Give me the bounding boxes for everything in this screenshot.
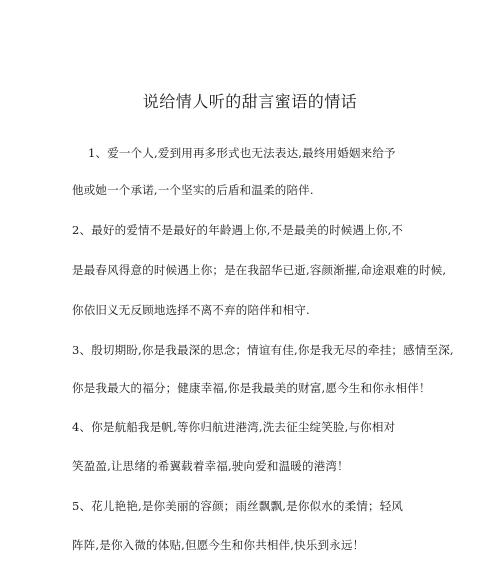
paragraph-line: 1、爱一个人,爱到用再多形式也无法表达,最终用婚姻来给予 bbox=[88, 146, 396, 160]
paragraph-line: 阵阵,是你入微的体贴,但愿今生和你共相伴,快乐到永远！ bbox=[72, 538, 365, 552]
paragraph-line: 2、最好的爱情不是最好的年龄遇上你,不是最美的时候遇上你,不 bbox=[72, 223, 404, 237]
paragraph-line: 3、殷切期盼,你是我最深的思念；情谊有佳,你是我无尽的牵挂；感情至深, bbox=[72, 343, 454, 357]
paragraph-line: 你是我最大的福分；健康幸福,你是我最美的财富,愿今生和你永相伴！ bbox=[72, 381, 431, 395]
paragraph-line: 5、花儿艳艳,是你美丽的容颜；雨丝飘飘,是你似水的柔情；轻风 bbox=[72, 499, 404, 513]
paragraph-line: 笑盈盈,让思绪的希翼载着幸福,驶向爱和温暖的港湾！ bbox=[72, 459, 349, 473]
document-title: 说给情人听的甜言蜜语的情话 bbox=[142, 92, 358, 111]
paragraph-line: 他或她一个承诺,一个坚实的后盾和温柔的陪伴. bbox=[72, 183, 314, 197]
paragraph-line: 4、你是航船我是帆,等你归航进港湾,洗去征尘绽笑脸,与你相对 bbox=[72, 420, 396, 434]
paragraph-line: 你依旧义无反顾地选择不离不弃的陪伴和相守. bbox=[72, 303, 310, 317]
paragraph-line: 是最春风得意的时候遇上你；是在我韶华已逝,容颜渐摧,命途艰难的时候, bbox=[72, 263, 447, 277]
